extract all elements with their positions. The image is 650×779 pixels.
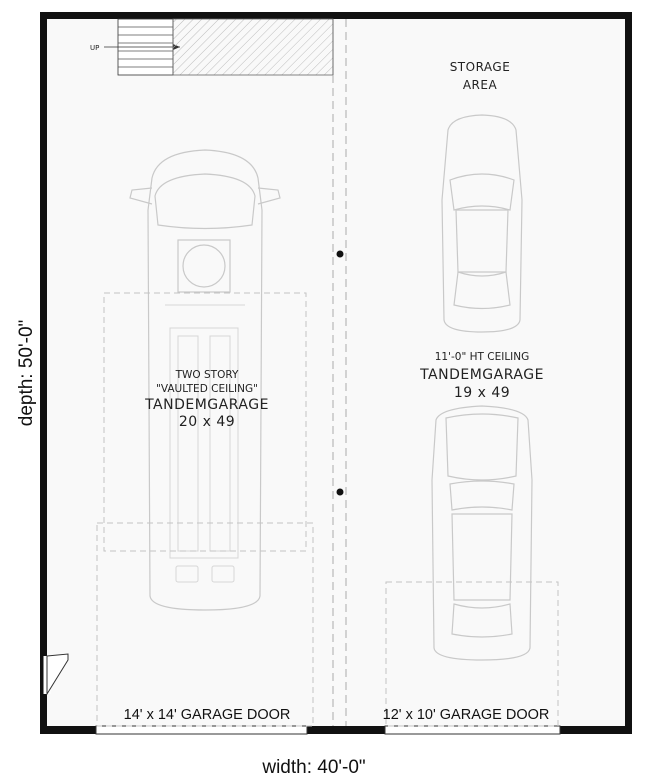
wall-right — [625, 12, 632, 734]
storage-area-label-line2: AREA — [462, 78, 498, 92]
wall-top — [40, 12, 632, 19]
left-garage-title: TANDEMGARAGE — [145, 397, 269, 413]
left-door-label: 14' x 14' GARAGE DOOR — [123, 707, 291, 723]
left-garage-size: 20 x 49 — [178, 414, 236, 430]
column-post-upper — [337, 251, 344, 258]
door-threshold-left — [96, 726, 307, 734]
left-garage-note1: TWO STORY — [175, 369, 239, 381]
column-post-lower — [337, 489, 344, 496]
hatched-loft-area — [173, 19, 333, 75]
right-door-label: 12' x 10' GARAGE DOOR — [382, 707, 550, 723]
right-garage-size: 19 x 49 — [453, 385, 511, 401]
left-garage-note2: "VAULTED CEILING" — [156, 383, 258, 395]
stair-up-label: UP — [90, 44, 100, 52]
wall-left — [40, 12, 47, 734]
wall-bottom-right — [560, 726, 632, 734]
width-dimension: width: 40'-0" — [262, 757, 366, 778]
wall-bottom-left — [40, 726, 96, 734]
door-threshold-right — [385, 726, 560, 734]
right-garage-title: TANDEMGARAGE — [420, 367, 544, 383]
depth-dimension: depth: 50'-0" — [16, 319, 37, 427]
right-garage-ceiling-note: 11'-0" HT CEILING — [434, 351, 530, 363]
wall-bottom-center — [307, 726, 385, 734]
storage-area-label-line1: STORAGE — [449, 60, 511, 74]
